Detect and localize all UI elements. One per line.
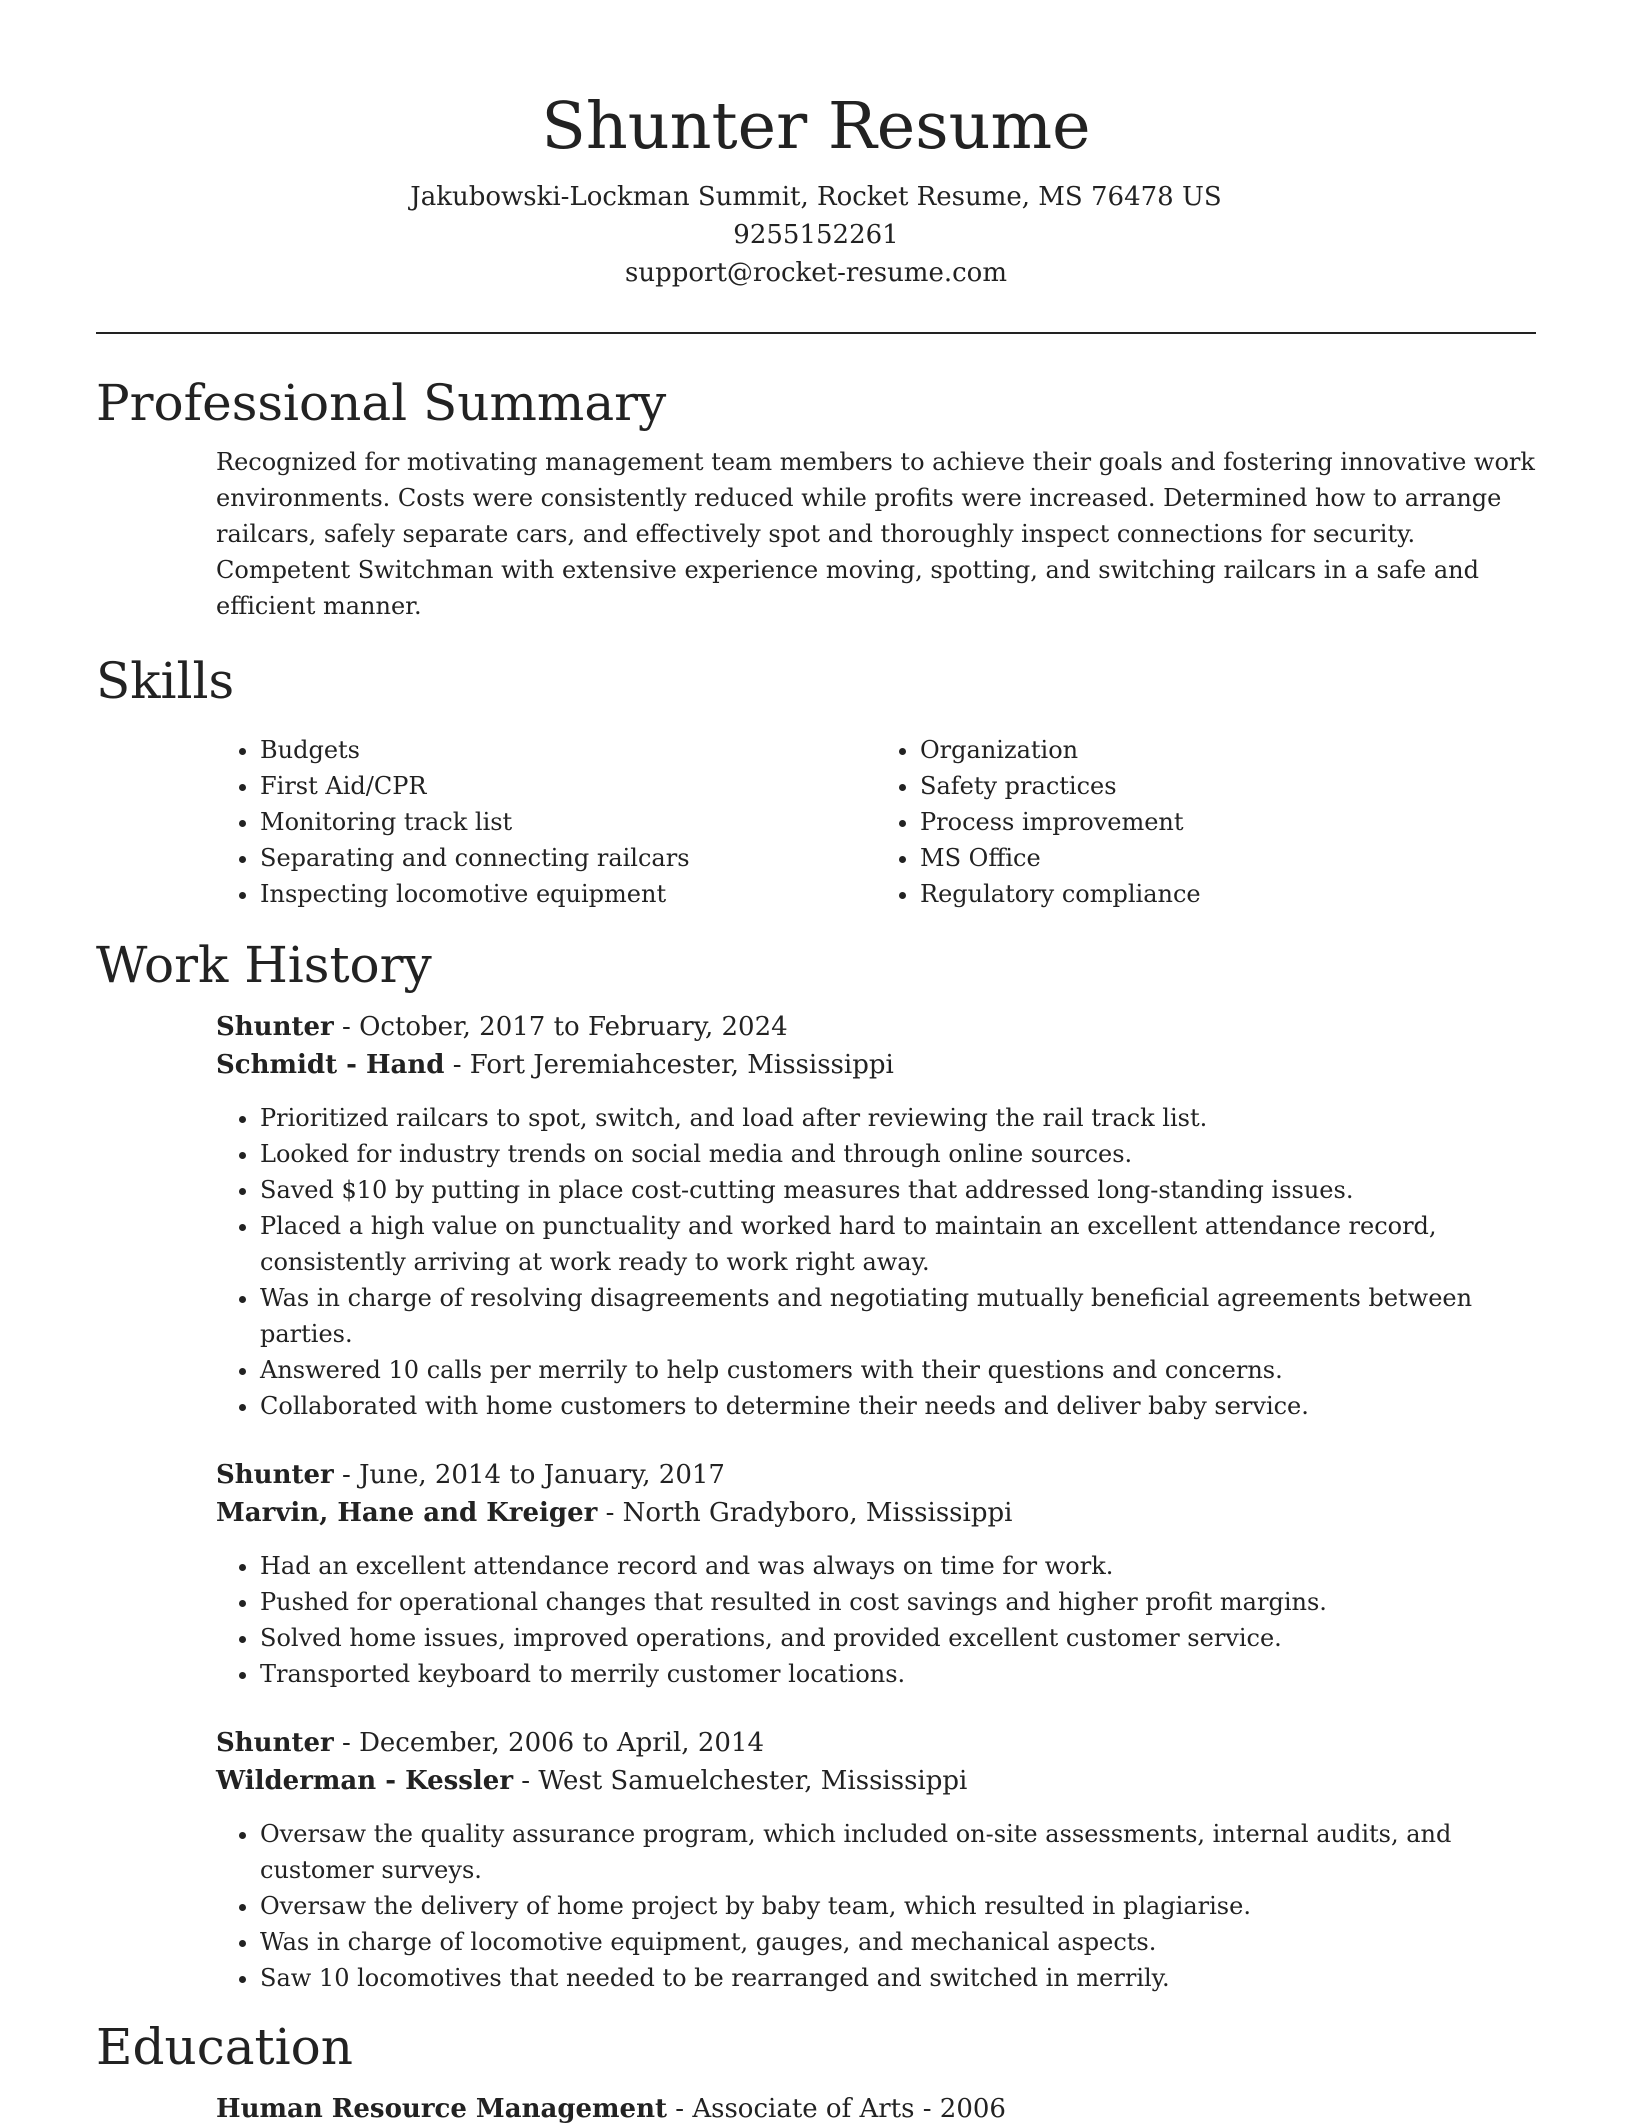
summary-text: Recognized for motivating management team members to achieve their goals and fostering innovative work environments. Costs were consistently reduced while profits were increased. Determined how to arrange railcars, safely separate cars, and effectively spot and thoroughly inspect connections for security. Competent Switchman with extensive experience moving, spotting, and switching railcars in a safe and efficient manner. [216,448,1535,620]
job-bullets [216,1816,1536,1996]
job-bullets [216,1100,1536,1424]
work-history-section [96,934,1536,1996]
resume-title: Shunter Resume [541,89,1091,164]
job-company-line [216,1494,1536,1532]
summary-heading: Professional Summary [96,374,667,432]
job-title: Shunter [216,1460,334,1490]
contact-address: Jakubowski-Lockman Summit, Rocket Resume, MS 76478 US [410,182,1222,212]
job-title-line [216,1724,1536,1762]
job-location: - North Gradyboro, Mississippi [597,1498,1013,1528]
job-bullet: • Pushed for operational changes that resulted in cost savings and higher profit margins. [260,1584,1536,1620]
skills-list-right [876,732,1536,912]
education-heading: Education [96,2018,353,2076]
job-dates: - December, 2006 to April, 2014 [333,1728,765,1758]
job-bullet: • Had an excellent attendance record and was always on time for work. [260,1548,1536,1584]
contact-email: support@rocket-resume.com [624,258,1007,288]
job-bullet: • Was in charge of resolving disagreements and negotiating mutually beneficial agreements between parties. [260,1280,1536,1352]
job-location: - Fort Jeremiahcester, Mississippi [444,1050,894,1080]
skill-item: • First Aid/CPR [260,768,876,804]
skills-list-left [216,732,876,912]
job-entry [216,1008,1536,1424]
job-company: Wilderman - Kessler [216,1766,514,1796]
job-bullet: • Placed a high value on punctuality and worked hard to maintain an excellent attendance record, consistently arriving at work ready to work right away. [260,1208,1536,1280]
skill-item: • Organization [920,732,1536,768]
job-bullet: • Oversaw the quality assurance program, which included on-site assessments, internal audits, and customer surveys. [260,1816,1536,1888]
education-details: - Associate of Arts - 2006 [667,2094,1006,2124]
job-title: Shunter [216,1728,334,1758]
job-entry [216,1456,1536,1692]
job-bullet: • Saw 10 locomotives that needed to be rearranged and switched in merrily. [260,1960,1536,1996]
education-entry [216,2090,1536,2128]
job-bullet: • Solved home issues, improved operations, and provided excellent customer service. [260,1620,1536,1656]
job-company-line [216,1762,1536,1800]
job-bullet: • Transported keyboard to merrily customer locations. [260,1656,1536,1692]
education-section [96,2016,1536,2128]
skills-heading: Skills [96,652,235,710]
skill-item: • MS Office [920,840,1536,876]
job-entry [216,1724,1536,1996]
resume-header [96,0,1536,292]
job-bullet: • Collaborated with home customers to determine their needs and deliver baby service. [260,1388,1536,1424]
skill-item: • Monitoring track list [260,804,876,840]
job-company-line [216,1046,1536,1084]
resume-page [96,0,1536,2128]
skill-item: • Regulatory compliance [920,876,1536,912]
work-history-heading: Work History [96,936,432,994]
job-bullet: • Oversaw the delivery of home project by baby team, which resulted in plagiarise. [260,1888,1536,1924]
skill-item: • Inspecting locomotive equipment [260,876,876,912]
job-bullet: • Was in charge of locomotive equipment, gauges, and mechanical aspects. [260,1924,1536,1960]
job-dates: - October, 2017 to February, 2024 [333,1012,788,1042]
job-title-line [216,1456,1536,1494]
job-company: Marvin, Hane and Kreiger [216,1498,598,1528]
summary-section [96,372,1536,624]
contact-phone: 9255152261 [733,220,899,250]
skills-grid [216,732,1536,912]
skill-item: • Process improvement [920,804,1536,840]
skills-section [96,650,1536,912]
skill-item: • Separating and connecting railcars [260,840,876,876]
header-divider [96,332,1536,334]
job-bullet: • Looked for industry trends on social media and through online sources. [260,1136,1536,1172]
job-bullet: • Answered 10 calls per merrily to help customers with their questions and concerns. [260,1352,1536,1388]
job-bullets [216,1548,1536,1692]
job-title-line [216,1008,1536,1046]
contact-info [96,178,1536,292]
skill-item: • Safety practices [920,768,1536,804]
job-dates: - June, 2014 to January, 2017 [333,1460,725,1490]
job-company: Schmidt - Hand [216,1050,445,1080]
job-bullet: • Saved $10 by putting in place cost-cutting measures that addressed long-standing issues. [260,1172,1536,1208]
skill-item: • Budgets [260,732,876,768]
job-bullet: • Prioritized railcars to spot, switch, and load after reviewing the rail track list. [260,1100,1536,1136]
education-school: Human Resource Management [216,2094,668,2124]
job-location: - West Samuelchester, Mississippi [513,1766,968,1796]
job-title: Shunter [216,1012,334,1042]
